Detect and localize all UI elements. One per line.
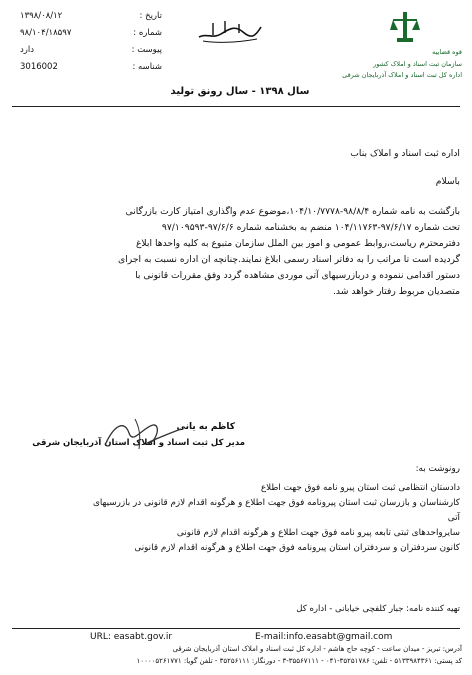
handwritten-signature [95,415,190,455]
header-divider [12,106,460,107]
recipient: اداره ثبت اسناد و املاک بناب [350,148,460,159]
cc-line: دادستان انتظامی ثبت استان پیرو نامه فوق جهت اطلاع [260,483,460,493]
cc-line: سایرواحدهای ثبتی تابعه پیرو نامه فوق جهت اطلاع و هرگونه اقدام لازم قانونی [176,528,460,538]
prepared-by: تهیه کننده نامه: جبار کلفچی خیابانی - اداره کل [296,604,460,614]
body-line: دفترمحترم ریاست،روابط عمومی و امور بین الملل سازمان متبوع به کلیه واحدها ابلاغ [135,238,460,249]
cc-heading: رونوشت به: [415,464,460,474]
body-line: بازگشت به نامه شماره ۹۸/۸/۴-۱۰۴/۱۰/۷۷۷۸،موضوع عدم واگذاری امتیاز کارت بازرگانی [125,206,460,217]
footer-url: URL: easabt.gov.ir [90,632,173,642]
footer-phones: کد پستی: ۵۱۳۳۹۸۴۳۶۱ - تلفن: ۳۵۲۵۱۷۸۶-۰۴۱ - ۳۵۵۶۷۱۱۱-۳ - دورنگار: ۳۵۲۵۶۱۱۱ - تلفن گویا: ۱۰۰۰۰۵۲۶۱۷۷۱ [136,657,462,665]
judiciary-emblem-icon [388,10,422,46]
footer-address: آدرس: تبریز - میدان ساعت - کوچه حاج هاشم - اداره کل ثبت اسناد و املاک استان آذربایجان شرقی [172,645,462,653]
attachment-label: پیوست : [131,45,162,55]
cc-line: کانون سردفتران و سردفتران استان پیرونامه فوق جهت اطلاع و هرگونه اقدام لازم قانونی [134,543,460,553]
org-line-1: قوه قضاییه [432,48,462,56]
org-line-2: سازمان ثبت اسناد و املاک کشور [373,60,462,68]
body-line: متصدیان مربوط رفتار خواهد شد. [333,286,460,297]
cc-block [20,462,460,556]
signatory-name: کاظم به یانی [176,422,235,432]
number-value: ۹۸/۱۰۴/۱۸۵۹۷ [20,28,72,38]
id-value: 3016002 [20,62,58,72]
greeting: باسلام [435,176,460,187]
attachment-value: دارد [20,45,35,55]
body-line: گردیده است تا مراتب را به دفاتر اسناد رسمی ابلاغ نمایند.چنانچه ان اداره نسبت به اجرای [118,254,460,265]
signatory-title: مدیر کل ثبت اسناد و املاک استان آذربایجان شرقی [32,438,245,448]
footer-divider [12,628,460,629]
organization-logo-block [342,8,462,78]
letter-body [20,204,460,300]
letter-meta [12,8,162,76]
footer-email: E-mail:info.easabt@gmail.com [255,632,393,642]
cc-line: آتی [447,513,460,523]
body-line: دستور اقدامی ننموده و دربازرسیهای آتی موردی مشاهده گردد وفق مقررات قانونی با [135,270,460,281]
attachment-row [12,42,162,59]
date-value: ۱۳۹۸/۰۸/۱۲ [20,11,63,21]
body-line: تحت شماره ۹۷/۶/۱۷-۱۰۴/۱۱۷۶۳ منضم به بخشنامه شماره ۹۷/۶/۶-۹۷/۱۰۹۵۹۳ [161,222,460,233]
number-row [12,25,162,42]
bismillah-calligraphy [195,15,265,45]
number-label: شماره : [133,28,162,38]
year-slogan: سال ۱۳۹۸ - سال رونق تولید [170,86,310,97]
id-label: شناسه : [132,62,162,72]
date-row [12,8,162,25]
cc-line: کارشناسان و بازرسان ثبت استان پیرونامه فوق جهت اطلاع و هرگونه اقدام لازم قانونی در بازرسیهای [92,498,460,508]
date-label: تاریخ : [139,11,162,21]
org-line-3: اداره کل ثبت اسناد و املاک آذربایجان شرقی [342,71,462,79]
id-row [12,59,162,76]
